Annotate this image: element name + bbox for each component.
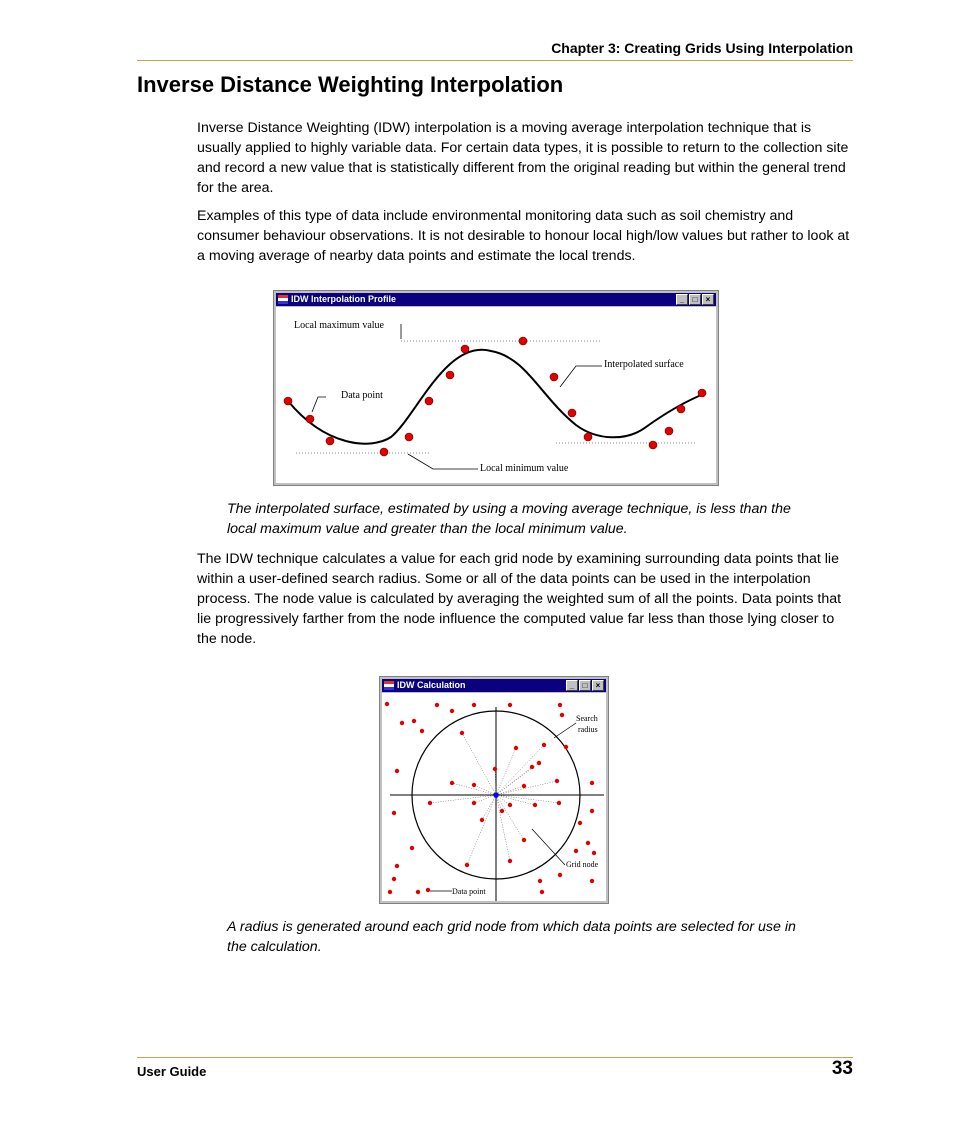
data-point [450, 781, 454, 785]
app-icon [278, 295, 288, 304]
data-point [550, 373, 558, 381]
idw-profile-window [273, 290, 719, 486]
minimize-button[interactable]: _ [676, 294, 688, 305]
data-point [508, 703, 512, 707]
data-point [472, 703, 476, 707]
section-title: Inverse Distance Weighting Interpolation [137, 72, 564, 97]
data-point [395, 769, 399, 773]
data-point [500, 809, 504, 813]
maximize-button[interactable]: □ [579, 680, 591, 691]
grid-node [493, 792, 498, 797]
close-button[interactable]: × [702, 294, 714, 305]
data-point [428, 801, 432, 805]
data-point [472, 783, 476, 787]
idw-calculation-canvas [382, 693, 606, 901]
data-point [578, 821, 582, 825]
paragraph-3: The IDW technique calculates a value for each grid node by examining surrounding data points that lie within a user-defined search radius. Some or all of the data points can be used in the interpolation process. The node value is calculated by averaging the weighted sum of all the points. Data points that lie progressively farther from the node influence the computed value far less than those lying closer to the node. [197, 551, 842, 647]
maximize-button[interactable]: □ [689, 294, 701, 305]
data-point [590, 879, 594, 883]
idw-calculation-window-title: IDW Calculation [397, 680, 466, 690]
data-point [586, 841, 590, 845]
data-point [412, 719, 416, 723]
data-point [508, 859, 512, 863]
data-point [392, 877, 396, 881]
data-point [460, 731, 464, 735]
close-button[interactable]: × [592, 680, 604, 691]
data-point [560, 713, 564, 717]
data-point [698, 389, 706, 397]
idw-profile-window-title: IDW Interpolation Profile [291, 294, 396, 304]
minimize-button[interactable]: _ [566, 680, 578, 691]
data-point [558, 703, 562, 707]
data-point [416, 890, 420, 894]
label-search: Search [576, 714, 598, 723]
data-point [530, 765, 534, 769]
distance-lines [430, 733, 559, 865]
data-point [493, 767, 497, 771]
data-point [388, 890, 392, 894]
data-point [538, 879, 542, 883]
data-point [540, 890, 544, 894]
data-point [435, 703, 439, 707]
data-point [537, 761, 541, 765]
data-point [392, 811, 396, 815]
label-radius: radius [578, 725, 598, 734]
app-icon [384, 681, 394, 690]
header-rule [137, 60, 853, 61]
label-local-max: Local maximum value [294, 320, 384, 331]
label-data-point: Data point [341, 390, 383, 401]
data-point [480, 818, 484, 822]
chapter-header: Chapter 3: Creating Grids Using Interpolation [551, 40, 853, 56]
data-point [465, 863, 469, 867]
data-point [326, 437, 334, 445]
data-point [558, 873, 562, 877]
data-point [284, 397, 292, 405]
idw-calculation-window [379, 676, 609, 904]
data-point [426, 888, 430, 892]
data-point [665, 427, 673, 435]
data-point [385, 702, 389, 706]
data-point [542, 743, 546, 747]
data-point [584, 433, 592, 441]
data-point [446, 371, 454, 379]
data-point [564, 745, 568, 749]
figure-2-caption: A radius is generated around each grid node from which data points are selected for use in the calculation. [227, 919, 796, 955]
data-point [420, 729, 424, 733]
data-point [461, 345, 469, 353]
data-point [519, 337, 527, 345]
idw-calculation-titlebar [382, 679, 606, 692]
data-point [590, 809, 594, 813]
data-point [568, 409, 576, 417]
data-point [590, 781, 594, 785]
data-point [514, 746, 518, 750]
data-point [306, 415, 314, 423]
data-point [450, 709, 454, 713]
data-point [677, 405, 685, 413]
data-point [395, 864, 399, 868]
data-point [533, 803, 537, 807]
data-point [557, 801, 561, 805]
page-number: 33 [831, 1058, 853, 1079]
data-point [425, 397, 433, 405]
data-point [522, 838, 526, 842]
data-point [405, 433, 413, 441]
label-grid-node: Grid node [566, 860, 599, 869]
label-local-min: Local minimum value [480, 463, 569, 474]
data-point [472, 801, 476, 805]
paragraph-2: Examples of this type of data include environmental monitoring data such as soil chemistry and consumer behaviour observations. It is not desirable to honour local high/low values but rather to look at a moving average of nearby data points and estimate the local trends. [197, 208, 850, 264]
footer-guide: User Guide [137, 1064, 207, 1079]
data-point [508, 803, 512, 807]
data-point [555, 779, 559, 783]
data-point [400, 721, 404, 725]
data-point [649, 441, 657, 449]
footer-rule [137, 1057, 853, 1058]
label-interpolated-surface: Interpolated surface [604, 359, 684, 370]
data-point [410, 846, 414, 850]
label-data-point: Data point [452, 887, 486, 896]
idw-profile-canvas [276, 307, 716, 483]
paragraph-1: Inverse Distance Weighting (IDW) interpolation is a moving average interpolation technique that is usually applied to highly variable data. For certain data types, it is possible to return to the collection site and record a new value that is statistically different from the original reading but within the general trend for the area. [197, 120, 849, 196]
data-point [380, 448, 388, 456]
data-point [574, 849, 578, 853]
data-point [522, 784, 526, 788]
idw-profile-titlebar [276, 293, 716, 306]
data-point [592, 851, 596, 855]
figure-1-caption: The interpolated surface, estimated by using a moving average technique, is less than the local maximum value and greater than the local minimum value. [227, 501, 791, 537]
